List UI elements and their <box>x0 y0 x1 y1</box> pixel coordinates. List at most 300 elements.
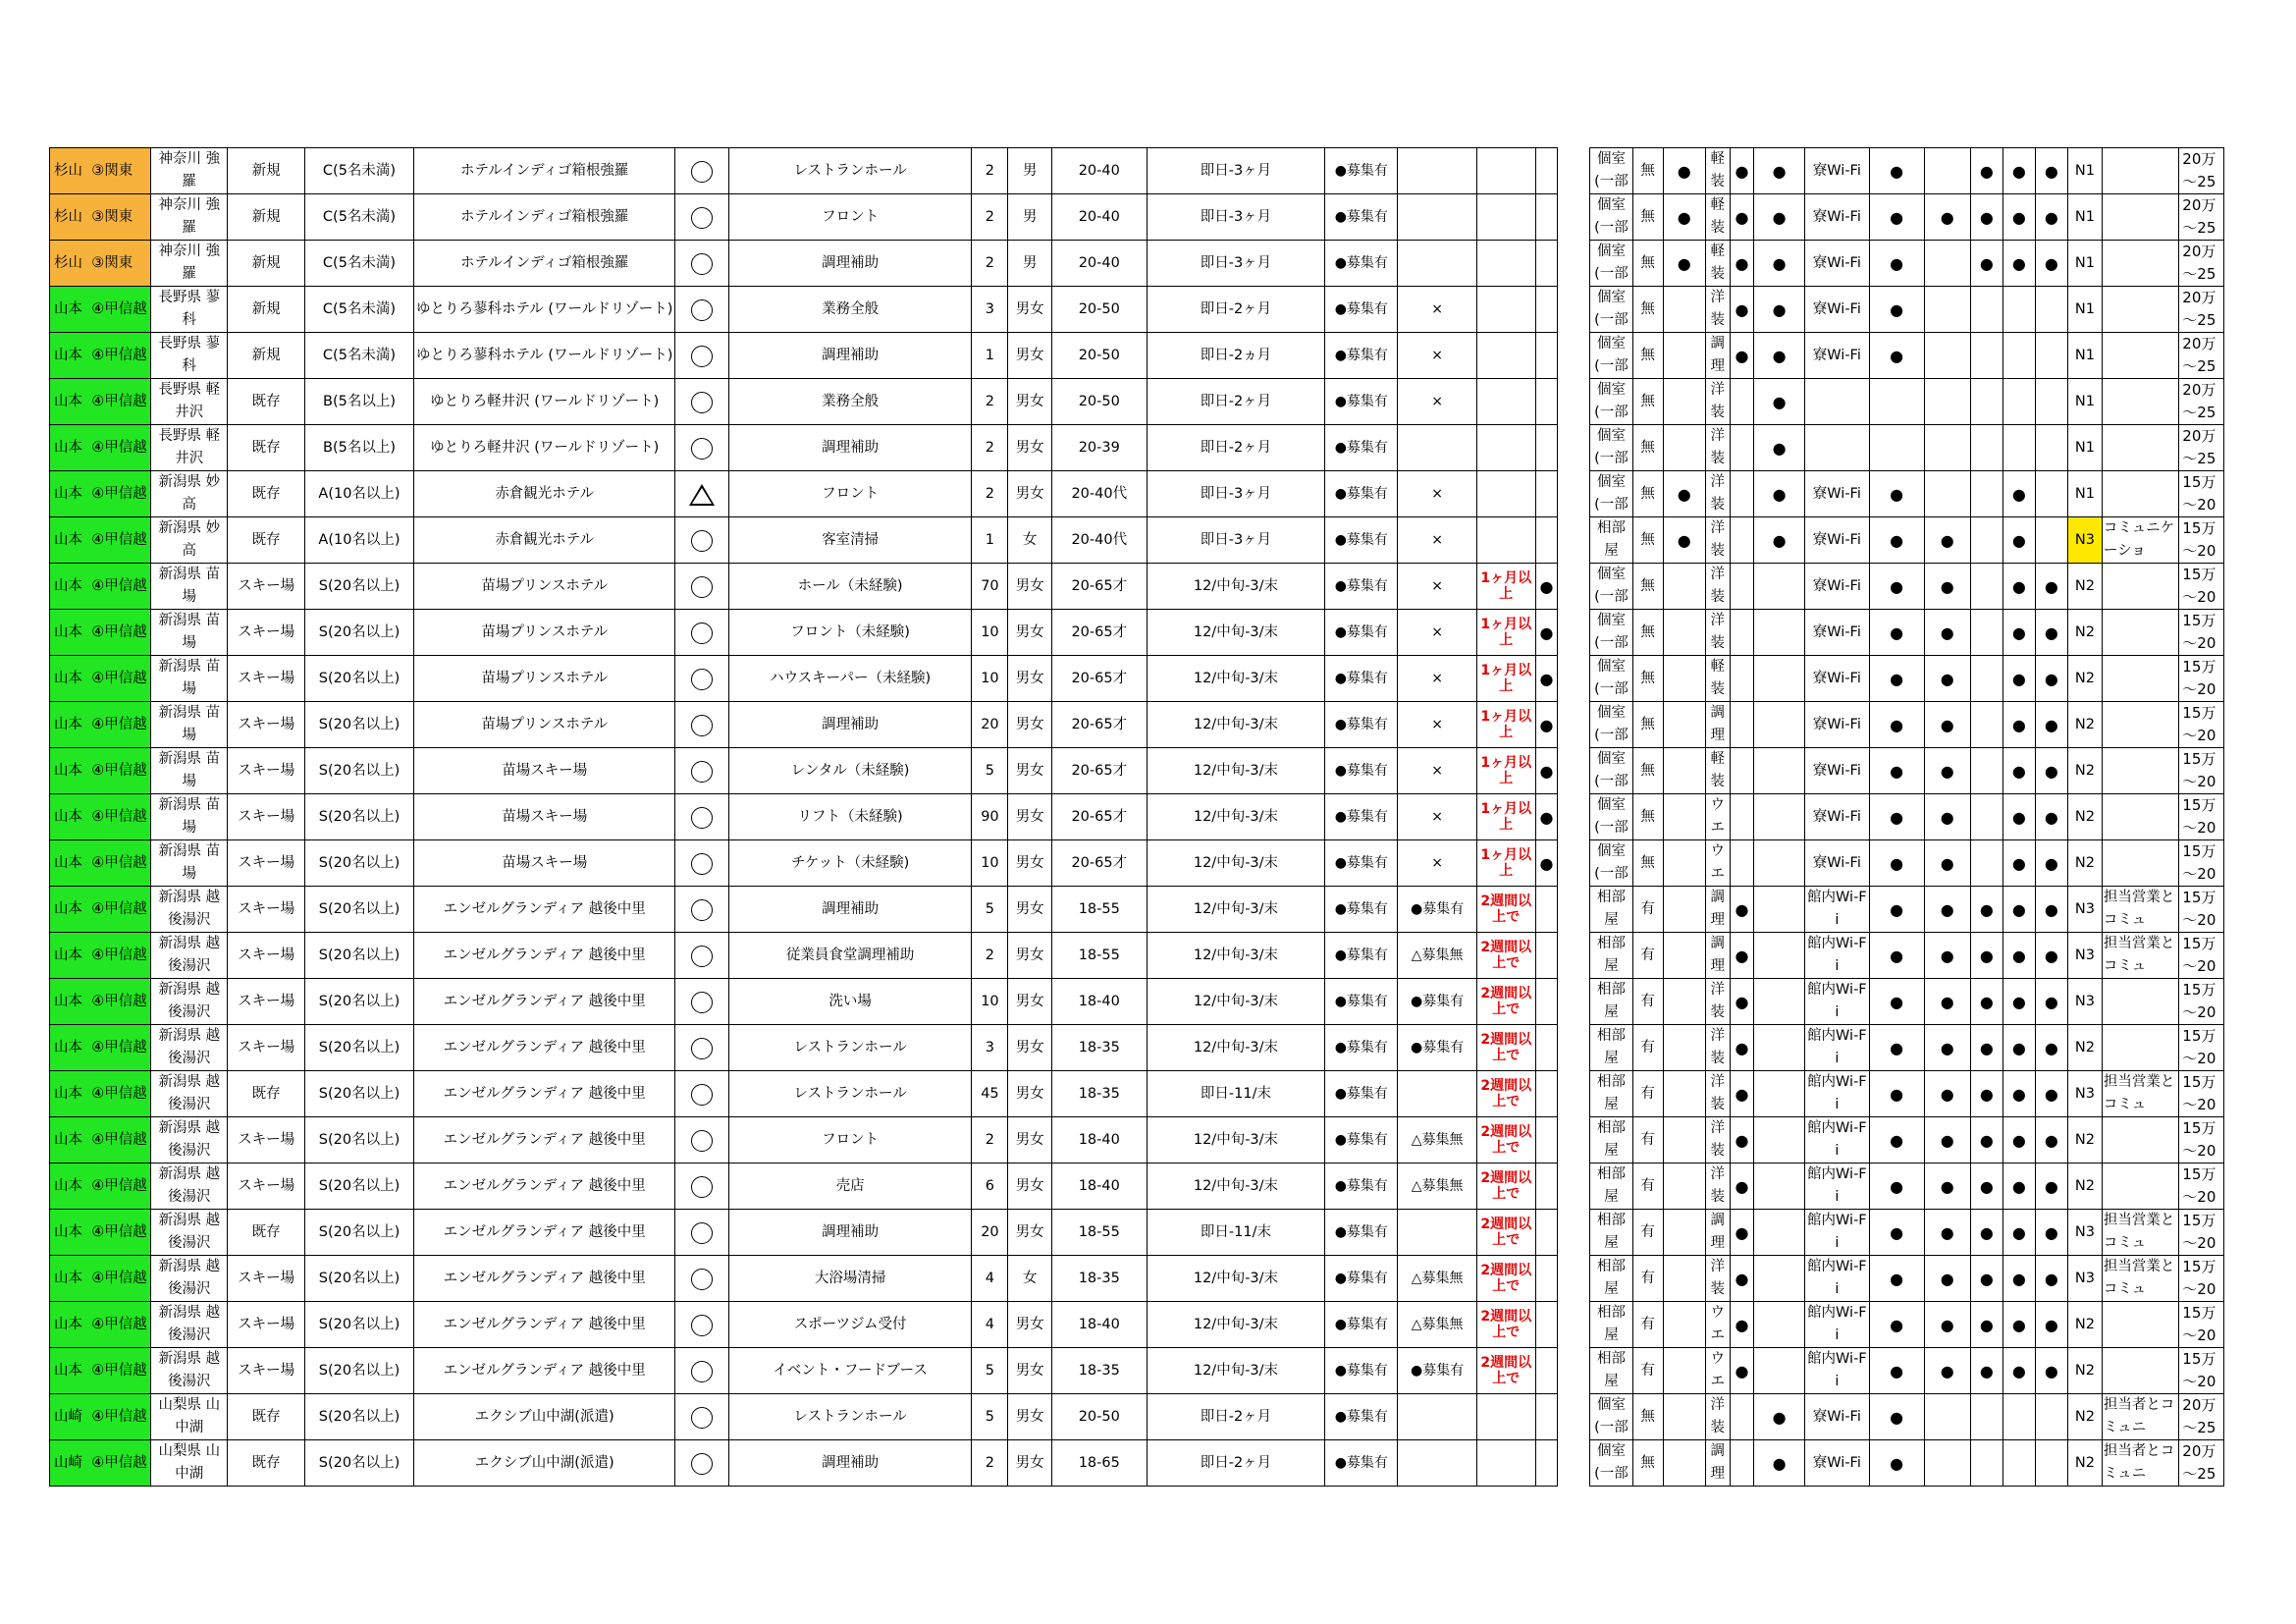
table-row <box>50 379 2224 425</box>
gender-cell: 男女 <box>1008 1164 1051 1210</box>
facility-cell: エンゼルグランディア 越後中里 <box>414 1117 675 1164</box>
region-label: ④甲信越 <box>91 1362 147 1379</box>
status-cell: スキー場 <box>228 840 304 887</box>
job-cell: レストランホール <box>728 1394 971 1440</box>
status-cell: スキー場 <box>228 702 304 748</box>
flag-cell <box>1970 333 2002 379</box>
age-cell: 20-50 <box>1051 1394 1147 1440</box>
table-row <box>50 979 2224 1025</box>
table-row <box>50 887 2224 933</box>
duration-note-cell <box>1476 287 1535 333</box>
flag-cell <box>1730 1440 1754 1487</box>
status-cell: スキー場 <box>228 1302 304 1348</box>
rating-mark-cell <box>675 1440 729 1487</box>
recruit-status-cell: ●募集有 <box>1325 702 1398 748</box>
facility-cell: 苗場プリンスホテル <box>414 656 675 702</box>
recruit-status-cell: ●募集有 <box>1325 887 1398 933</box>
recruit-status-2-cell: ●募集有 <box>1398 1348 1476 1394</box>
prefecture-cell: 新潟県 越後湯沢 <box>151 1210 228 1256</box>
age-cell: 18-35 <box>1051 1256 1147 1302</box>
dress-code-cell: 洋装 <box>1705 517 1730 564</box>
flag-cell: ● <box>1970 933 2002 979</box>
status-cell: 既存 <box>228 1071 304 1117</box>
rating-mark-cell <box>675 610 729 656</box>
recruit-status-cell: ●募集有 <box>1325 517 1398 564</box>
duration-note-cell <box>1476 471 1535 517</box>
rating-mark-icon <box>691 1315 713 1336</box>
age-cell: 18-40 <box>1051 1302 1147 1348</box>
room-type-cell: 個室(一部 <box>1590 241 1632 287</box>
flag-cell: ● <box>1730 1256 1754 1302</box>
flag-cell: ● <box>2035 748 2067 794</box>
count-cell: 2 <box>972 194 1008 241</box>
prefecture-cell: 新潟県 越後湯沢 <box>151 1117 228 1164</box>
flag-cell <box>1663 748 1705 794</box>
remarks-cell: 担当営業とコミュ <box>2102 1210 2178 1256</box>
prefecture-cell: 新潟県 越後湯沢 <box>151 1071 228 1117</box>
facility-cell: 苗場スキー場 <box>414 794 675 840</box>
person-region-cell <box>50 933 151 979</box>
dress-code-cell: 軽装 <box>1705 748 1730 794</box>
gender-cell: 女 <box>1008 517 1051 564</box>
staff-name: 山本 <box>54 1270 82 1286</box>
status-cell: 既存 <box>228 425 304 471</box>
meal-cell: 無 <box>1632 425 1663 471</box>
salary-cell: 15万～20 <box>2179 840 2224 887</box>
wifi-cell: 寮Wi-Fi <box>1804 656 1869 702</box>
gender-cell: 男女 <box>1008 425 1051 471</box>
period-cell: 即日-11/末 <box>1147 1071 1324 1117</box>
flag-cell: ● <box>2002 1164 2035 1210</box>
flag-cell <box>1924 1440 1970 1487</box>
flag-cell: ● <box>2002 702 2035 748</box>
flag-cell: ● <box>2002 887 2035 933</box>
size-cell: S(20名以上) <box>304 656 413 702</box>
table-row <box>50 194 2224 241</box>
dress-code-cell: 洋装 <box>1705 1025 1730 1071</box>
wifi-cell: 寮Wi-Fi <box>1804 194 1869 241</box>
wifi-cell: 寮Wi-Fi <box>1804 287 1869 333</box>
region-label: ④甲信越 <box>91 762 147 779</box>
size-cell: S(20名以上) <box>304 840 413 887</box>
age-cell: 20-65才 <box>1051 702 1147 748</box>
flag-cell: ● <box>1730 979 1754 1025</box>
period-cell: 即日-3ヶ月 <box>1147 471 1324 517</box>
spacer-cell <box>1558 148 1590 194</box>
age-cell: 18-55 <box>1051 933 1147 979</box>
flag-cell: ● <box>1970 1071 2002 1117</box>
flag-cell: ● <box>2035 656 2067 702</box>
recruit-status-2-cell: × <box>1398 656 1476 702</box>
flag-cell: ● <box>2035 1210 2067 1256</box>
status-cell: 既存 <box>228 379 304 425</box>
japanese-level-cell: N2 <box>2067 1164 2102 1210</box>
salary-cell: 15万～20 <box>2179 748 2224 794</box>
salary-cell: 20万～25 <box>2179 333 2224 379</box>
status-cell: スキー場 <box>228 748 304 794</box>
gender-cell: 男女 <box>1008 979 1051 1025</box>
count-cell: 10 <box>972 610 1008 656</box>
wifi-cell: 館内Wi-Fi <box>1804 933 1869 979</box>
duration-note-cell: 2週間以上で <box>1476 1025 1535 1071</box>
prefecture-cell: 長野県 蓼科 <box>151 333 228 379</box>
count-cell: 2 <box>972 148 1008 194</box>
size-cell: S(20名以上) <box>304 979 413 1025</box>
flag-cell: ● <box>1730 241 1754 287</box>
job-cell: チケット（未経験) <box>728 840 971 887</box>
flag-cell: ● <box>1869 564 1924 610</box>
gender-cell: 男女 <box>1008 1394 1051 1440</box>
flag-cell <box>1535 1025 1558 1071</box>
dress-code-cell: 洋装 <box>1705 1071 1730 1117</box>
job-cell: スポーツジム受付 <box>728 1302 971 1348</box>
flag-cell <box>1730 748 1754 794</box>
duration-note-cell: 2週間以上で <box>1476 979 1535 1025</box>
room-type-cell: 個室(一部 <box>1590 748 1632 794</box>
region-label: ④甲信越 <box>91 1316 147 1332</box>
size-cell: A(10名以上) <box>304 517 413 564</box>
gender-cell: 男 <box>1008 194 1051 241</box>
remarks-cell <box>2102 610 2178 656</box>
count-cell: 5 <box>972 1348 1008 1394</box>
recruit-status-cell: ●募集有 <box>1325 840 1398 887</box>
rating-mark-cell <box>675 1348 729 1394</box>
person-region-cell <box>50 564 151 610</box>
count-cell: 4 <box>972 1302 1008 1348</box>
status-cell: スキー場 <box>228 887 304 933</box>
remarks-cell <box>2102 1025 2178 1071</box>
gender-cell: 男女 <box>1008 1071 1051 1117</box>
count-cell: 20 <box>972 1210 1008 1256</box>
status-cell: 新規 <box>228 148 304 194</box>
job-cell: フロント <box>728 471 971 517</box>
flag-cell <box>1535 933 1558 979</box>
region-label: ④甲信越 <box>91 623 147 640</box>
person-region-cell <box>50 840 151 887</box>
dress-code-cell: 調理 <box>1705 333 1730 379</box>
salary-cell: 20万～25 <box>2179 148 2224 194</box>
flag-cell: ● <box>2035 887 2067 933</box>
table-row <box>50 1394 2224 1440</box>
spacer-cell <box>1558 564 1590 610</box>
count-cell: 5 <box>972 887 1008 933</box>
room-type-cell: 相部屋 <box>1590 887 1632 933</box>
flag-cell <box>2035 333 2067 379</box>
duration-note-cell: 2週間以上で <box>1476 1071 1535 1117</box>
flag-cell: ● <box>1535 840 1558 887</box>
staff-name: 山本 <box>54 531 82 548</box>
facility-cell: エンゼルグランディア 越後中里 <box>414 1348 675 1394</box>
rating-mark-cell <box>675 241 729 287</box>
meal-cell: 無 <box>1632 656 1663 702</box>
person-region-cell <box>50 887 151 933</box>
size-cell: C(5名未満) <box>304 333 413 379</box>
rating-mark-cell <box>675 887 729 933</box>
person-region-cell <box>50 194 151 241</box>
flag-cell <box>1663 1440 1705 1487</box>
duration-note-cell <box>1476 1440 1535 1487</box>
table-row <box>50 1025 2224 1071</box>
japanese-level-cell: N1 <box>2067 148 2102 194</box>
rating-mark-icon <box>691 1084 713 1106</box>
age-cell: 20-40 <box>1051 241 1147 287</box>
flag-cell <box>1730 702 1754 748</box>
flag-cell <box>1730 564 1754 610</box>
recruit-status-2-cell: △募集無 <box>1398 1117 1476 1164</box>
spacer-cell <box>1558 1210 1590 1256</box>
gender-cell: 男女 <box>1008 333 1051 379</box>
flag-cell <box>1924 471 1970 517</box>
flag-cell <box>1730 840 1754 887</box>
job-cell: 大浴場清掃 <box>728 1256 971 1302</box>
remarks-cell <box>2102 748 2178 794</box>
job-cell: 売店 <box>728 1164 971 1210</box>
count-cell: 5 <box>972 1394 1008 1440</box>
count-cell: 2 <box>972 1440 1008 1487</box>
recruit-status-cell: ●募集有 <box>1325 471 1398 517</box>
job-cell: フロント <box>728 194 971 241</box>
room-type-cell: 個室(一部 <box>1590 610 1632 656</box>
facility-cell: 赤倉観光ホテル <box>414 517 675 564</box>
flag-cell: ● <box>2035 1302 2067 1348</box>
job-cell: ハウスキーパー（未経験) <box>728 656 971 702</box>
wifi-cell: 寮Wi-Fi <box>1804 517 1869 564</box>
dress-code-cell: 軽装 <box>1705 194 1730 241</box>
region-label: ④甲信越 <box>91 1223 147 1240</box>
age-cell: 20-65才 <box>1051 794 1147 840</box>
meal-cell: 無 <box>1632 194 1663 241</box>
flag-cell: ● <box>1754 1394 1805 1440</box>
person-region-cell <box>50 1440 151 1487</box>
flag-cell: ● <box>2002 840 2035 887</box>
japanese-level-cell: N3 <box>2067 517 2102 564</box>
japanese-level-cell: N1 <box>2067 379 2102 425</box>
spacer-cell <box>1558 794 1590 840</box>
flag-cell: ● <box>2035 840 2067 887</box>
flag-cell: ● <box>1730 194 1754 241</box>
remarks-cell <box>2102 979 2178 1025</box>
count-cell: 6 <box>972 1164 1008 1210</box>
flag-cell: ● <box>1730 333 1754 379</box>
rating-mark-icon <box>691 392 713 413</box>
region-label: ③関東 <box>91 208 133 225</box>
rating-mark-cell <box>675 564 729 610</box>
flag-cell <box>2002 1440 2035 1487</box>
rating-mark-cell <box>675 471 729 517</box>
flag-cell <box>1663 794 1705 840</box>
size-cell: C(5名未満) <box>304 148 413 194</box>
size-cell: A(10名以上) <box>304 471 413 517</box>
room-type-cell: 個室(一部 <box>1590 379 1632 425</box>
count-cell: 10 <box>972 840 1008 887</box>
flag-cell: ● <box>1869 241 1924 287</box>
region-label: ④甲信越 <box>91 347 147 363</box>
spacer-cell <box>1558 241 1590 287</box>
salary-cell: 15万～20 <box>2179 1348 2224 1394</box>
table-row <box>50 241 2224 287</box>
rating-mark-cell <box>675 1164 729 1210</box>
salary-cell: 15万～20 <box>2179 1117 2224 1164</box>
flag-cell <box>1924 148 1970 194</box>
size-cell: C(5名未満) <box>304 241 413 287</box>
remarks-cell <box>2102 1348 2178 1394</box>
wifi-cell: 館内Wi-Fi <box>1804 1025 1869 1071</box>
age-cell: 18-55 <box>1051 887 1147 933</box>
dress-code-cell: 洋装 <box>1705 979 1730 1025</box>
flag-cell <box>1535 1117 1558 1164</box>
person-region-cell <box>50 241 151 287</box>
dress-code-cell: 洋装 <box>1705 1164 1730 1210</box>
rating-mark-icon <box>691 576 713 598</box>
rating-mark-cell <box>675 1025 729 1071</box>
prefecture-cell: 新潟県 苗場 <box>151 702 228 748</box>
job-cell: 調理補助 <box>728 333 971 379</box>
room-type-cell: 相部屋 <box>1590 1302 1632 1348</box>
rating-mark-icon <box>691 992 713 1013</box>
prefecture-cell: 新潟県 越後湯沢 <box>151 1302 228 1348</box>
salary-cell: 20万～25 <box>2179 1394 2224 1440</box>
wifi-cell: 寮Wi-Fi <box>1804 471 1869 517</box>
staff-name: 山本 <box>54 623 82 640</box>
recruit-status-2-cell: × <box>1398 840 1476 887</box>
japanese-level-cell: N2 <box>2067 1025 2102 1071</box>
flag-cell: ● <box>1869 471 1924 517</box>
wifi-cell: 館内Wi-Fi <box>1804 1071 1869 1117</box>
gender-cell: 男女 <box>1008 1348 1051 1394</box>
meal-cell: 有 <box>1632 979 1663 1025</box>
prefecture-cell: 新潟県 越後湯沢 <box>151 979 228 1025</box>
duration-note-cell: 2週間以上で <box>1476 933 1535 979</box>
region-label: ③関東 <box>91 162 133 179</box>
age-cell: 20-50 <box>1051 287 1147 333</box>
flag-cell: ● <box>1754 148 1805 194</box>
japanese-level-cell: N2 <box>2067 656 2102 702</box>
size-cell: C(5名未満) <box>304 194 413 241</box>
wifi-cell <box>1804 379 1869 425</box>
job-cell: 調理補助 <box>728 702 971 748</box>
flag-cell <box>1970 1394 2002 1440</box>
flag-cell <box>2002 425 2035 471</box>
job-cell: 調理補助 <box>728 1210 971 1256</box>
flag-cell: ● <box>1869 333 1924 379</box>
gender-cell: 男女 <box>1008 610 1051 656</box>
status-cell: スキー場 <box>228 1164 304 1210</box>
person-region-cell <box>50 702 151 748</box>
room-type-cell: 相部屋 <box>1590 1025 1632 1071</box>
flag-cell: ● <box>1869 1025 1924 1071</box>
duration-note-cell <box>1476 517 1535 564</box>
salary-cell: 15万～20 <box>2179 702 2224 748</box>
flag-cell <box>1754 1210 1805 1256</box>
period-cell: 即日-2ヶ月 <box>1147 1440 1324 1487</box>
flag-cell: ● <box>1535 702 1558 748</box>
remarks-cell <box>2102 194 2178 241</box>
period-cell: 即日-3ヶ月 <box>1147 148 1324 194</box>
rating-mark-icon <box>691 299 713 321</box>
recruit-status-2-cell: × <box>1398 610 1476 656</box>
room-type-cell: 個室(一部 <box>1590 794 1632 840</box>
recruit-status-cell: ●募集有 <box>1325 148 1398 194</box>
facility-cell: エンゼルグランディア 越後中里 <box>414 1210 675 1256</box>
job-cell: レストランホール <box>728 1025 971 1071</box>
flag-cell <box>1754 1071 1805 1117</box>
flag-cell: ● <box>1970 1117 2002 1164</box>
person-region-cell <box>50 748 151 794</box>
recruit-status-2-cell: × <box>1398 333 1476 379</box>
salary-cell: 15万～20 <box>2179 1302 2224 1348</box>
rating-mark-icon <box>689 484 715 506</box>
flag-cell <box>1663 610 1705 656</box>
staff-name: 山本 <box>54 900 82 917</box>
spacer-cell <box>1558 1025 1590 1071</box>
period-cell: 12/中旬-3/末 <box>1147 1256 1324 1302</box>
period-cell: 即日-3ヶ月 <box>1147 241 1324 287</box>
flag-cell: ● <box>1754 471 1805 517</box>
recruit-status-2-cell: × <box>1398 471 1476 517</box>
flag-cell <box>1970 840 2002 887</box>
flag-cell <box>1970 610 2002 656</box>
flag-cell <box>1535 471 1558 517</box>
prefecture-cell: 新潟県 妙高 <box>151 471 228 517</box>
flag-cell <box>1754 1117 1805 1164</box>
table-row <box>50 1117 2224 1164</box>
room-type-cell: 相部屋 <box>1590 1210 1632 1256</box>
flag-cell <box>1730 610 1754 656</box>
flag-cell: ● <box>1663 241 1705 287</box>
flag-cell: ● <box>1663 148 1705 194</box>
flag-cell <box>1970 471 2002 517</box>
meal-cell: 有 <box>1632 1071 1663 1117</box>
region-label: ④甲信越 <box>91 1085 147 1102</box>
job-cell: フロント <box>728 1117 971 1164</box>
remarks-cell: 担当者とコミュニ <box>2102 1440 2178 1487</box>
prefecture-cell: 新潟県 越後湯沢 <box>151 1348 228 1394</box>
flag-cell: ● <box>2002 1302 2035 1348</box>
rating-mark-icon <box>691 1453 713 1475</box>
person-region-cell <box>50 517 151 564</box>
meal-cell: 無 <box>1632 471 1663 517</box>
facility-cell: ゆとりろ蓼科ホテル (ワールドリゾート) <box>414 333 675 379</box>
flag-cell <box>1730 794 1754 840</box>
flag-cell: ● <box>1869 1348 1924 1394</box>
person-region-cell <box>50 1394 151 1440</box>
person-region-cell <box>50 610 151 656</box>
table-row <box>50 840 2224 887</box>
dress-code-cell: 洋装 <box>1705 287 1730 333</box>
status-cell: 新規 <box>228 241 304 287</box>
person-region-cell <box>50 1164 151 1210</box>
flag-cell: ● <box>1970 148 2002 194</box>
period-cell: 12/中旬-3/末 <box>1147 748 1324 794</box>
flag-cell <box>1663 702 1705 748</box>
japanese-level-cell: N1 <box>2067 287 2102 333</box>
dress-code-cell: ウエ <box>1705 1302 1730 1348</box>
job-cell: 調理補助 <box>728 887 971 933</box>
flag-cell: ● <box>1924 194 1970 241</box>
meal-cell: 有 <box>1632 1210 1663 1256</box>
gender-cell: 男女 <box>1008 564 1051 610</box>
flag-cell: ● <box>2035 194 2067 241</box>
room-type-cell: 個室(一部 <box>1590 148 1632 194</box>
region-label: ④甲信越 <box>91 300 147 317</box>
flag-cell: ● <box>1869 194 1924 241</box>
flag-cell <box>1535 1210 1558 1256</box>
duration-note-cell: 2週間以上で <box>1476 1117 1535 1164</box>
flag-cell: ● <box>1970 1302 2002 1348</box>
staff-name: 杉山 <box>54 162 82 179</box>
flag-cell <box>1663 1117 1705 1164</box>
facility-cell: エンゼルグランディア 越後中里 <box>414 1256 675 1302</box>
